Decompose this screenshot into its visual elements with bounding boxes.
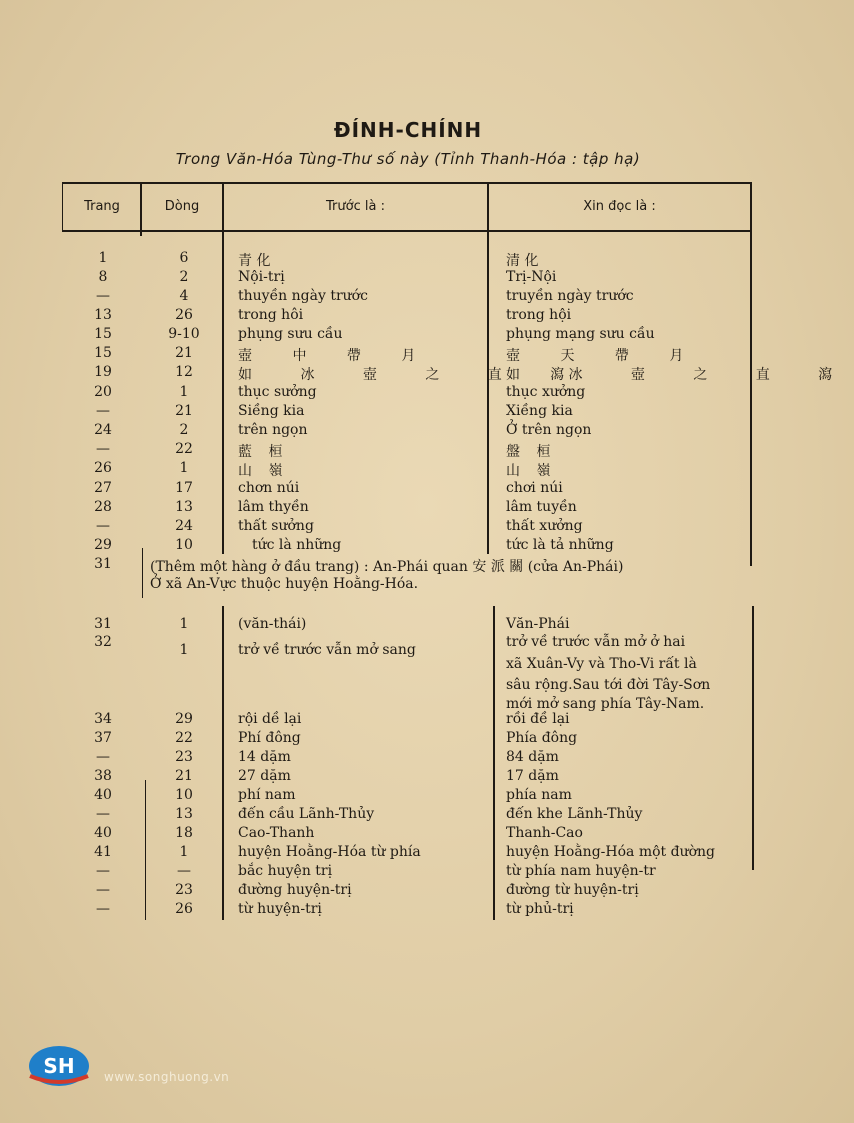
cell-trang: 28 [94,499,112,515]
cell-xin: Thanh-Cao [506,825,583,841]
note-line-2: Ở xã An-Vực thuộc huyện Hoằng-Hóa. [150,576,419,592]
header-trang: Trang [84,199,120,214]
table-row [0,730,816,749]
cell-xin: phụng mạng sưu cầu [506,326,655,342]
table-row [0,345,816,364]
cell-xin: thục xưởng [506,384,586,400]
cell-truoc: Cao-Thanh [238,825,315,841]
cell-trang: 40 [94,787,112,803]
cell-xin: huyện Hoằng-Hóa một đường [506,844,715,860]
cell-truoc: từ huyện-trị [238,901,322,917]
cell-xin: từ phủ-trị [506,901,574,917]
table-row-cont [0,677,816,696]
cell-trang: 19 [94,364,112,380]
cell-truoc: 27 dặm [238,768,291,784]
cell-xin: 84 dặm [506,749,559,765]
cell-trang: 24 [94,422,112,438]
cell-dong: 23 [175,749,193,765]
cell-dong: 1 [179,384,189,400]
table-row-cont [0,634,816,653]
cell-trang: 15 [94,345,112,361]
cell-dong: 18 [175,825,193,841]
cell-truoc: huyện Hoằng-Hóa từ phía [238,844,421,860]
cell-truoc: Siềng kia [238,403,305,419]
cell-truoc: thuyền ngày trước [238,288,368,304]
cell-dong: 10 [175,787,193,803]
header-dong: Dòng [164,199,200,214]
cell-xin: Ở trên ngọn [506,422,592,438]
cell-dong: 10 [175,537,193,553]
cell-trang: — [96,863,110,879]
table-row [0,711,816,730]
cell-trang: 20 [94,384,112,400]
cell-xin: phía nam [506,787,572,803]
table-row [0,787,816,806]
cell-dong: 17 [175,480,193,496]
cell-trang: 40 [94,825,112,841]
cell-dong: 23 [175,882,193,898]
cell-truoc: phụng sưu cầu [238,326,343,342]
cell-dong: 9-10 [168,326,200,342]
cell-xin: tức là tả những [506,537,614,553]
cell-xin: thất xưởng [506,518,583,534]
cell-truoc: đến cầu Lãnh-Thủy [238,806,375,822]
cell-dong: 21 [175,768,193,784]
cell-trang: — [96,882,110,898]
cell-dong: 2 [179,269,189,285]
table-row [0,384,816,403]
right-border [750,182,752,236]
page-title: ĐÍNH-CHÍNH [333,118,483,142]
cell-xin: đường từ huyện-trị [506,882,639,898]
cell-trang: 31 [94,556,112,572]
cell-truoc: 青 化 [238,253,271,269]
cell-dong: 22 [175,441,193,457]
table-row [0,422,816,441]
table-row [0,460,816,479]
cell-dong: 1 [179,642,189,658]
cell-xin: truyền ngày trước [506,288,634,304]
table-row [0,441,816,460]
cell-xin: 清 化 [506,253,539,269]
table-row [0,806,816,825]
songhuong-logo [24,1040,94,1090]
cell-xin: mới mở sang phía Tây-Nam. [506,696,705,712]
table-row [0,537,816,556]
cell-truoc: Phí đông [238,730,301,746]
table-row [0,499,816,518]
table-row [0,825,816,844]
table-row [0,250,816,269]
cell-trang: 32 [94,634,112,650]
cell-xin: 17 dặm [506,768,559,784]
cell-dong: — [177,863,191,879]
cell-truoc: bắc huyện trị [238,863,333,879]
cell-dong: 6 [179,250,189,266]
cell-xin: 山 嶺 [506,463,557,479]
table-row [0,518,816,537]
table-row [0,307,816,326]
cell-xin: 如 冰 壺 之 直 瀉 [506,367,854,383]
cell-truoc: trong hôi [238,307,304,323]
table-row [0,844,816,863]
cell-trang: 29 [94,537,112,553]
cell-xin: Phía đông [506,730,578,746]
cell-truoc: thất sưởng [238,518,314,534]
cell-trang: 27 [94,480,112,496]
cell-truoc: 山 嶺 [238,463,289,479]
cell-trang: — [96,441,110,457]
cell-xin: từ phía nam huyện-tr [506,863,656,879]
table-row [0,480,816,499]
cell-xin: đến khe Lãnh-Thủy [506,806,643,822]
cell-trang: 41 [94,844,112,860]
cell-trang: 8 [98,269,108,285]
cell-truoc: chơn núi [238,480,300,496]
cell-truoc: rội dề lại [238,711,302,727]
cell-xin: trở về trước vẫn mở ở hai [506,634,686,650]
website-watermark: www.songhuong.vn [104,1070,230,1084]
cell-dong: 1 [179,844,189,860]
cell-trang: 34 [94,711,112,727]
cell-trang: 26 [94,460,112,476]
cell-xin: Trị-Nội [506,269,557,285]
table-row [0,863,816,882]
table-row-cont [0,656,816,675]
cell-truoc: 藍 桓 [238,444,289,460]
cell-trang: 38 [94,768,112,784]
cell-dong: 12 [175,364,193,380]
table-row [0,901,816,920]
cell-dong: 29 [175,711,193,727]
table-row [0,403,816,422]
cell-dong: 13 [175,806,193,822]
cell-xin: rồi đề lại [506,711,570,727]
header-bottom-rule [62,230,752,232]
cell-dong: 2 [179,422,189,438]
cell-trang: — [96,749,110,765]
cell-dong: 26 [175,901,193,917]
cell-xin: trong hội [506,307,572,323]
cell-truoc: trở về trước vẫn mở sang [238,642,416,658]
table-row [0,616,816,635]
cell-trang: — [96,518,110,534]
cell-dong: 1 [179,460,189,476]
cell-trang: — [96,806,110,822]
cell-dong: 1 [179,616,189,632]
cell-trang: 37 [94,730,112,746]
cell-xin: 壺 天 帶 月 [506,348,702,364]
cell-truoc: 14 dặm [238,749,291,765]
cell-dong: 13 [175,499,193,515]
cell-xin: 盤 桓 [506,444,557,460]
cell-truoc: thục sưởng [238,384,317,400]
logo-letters: SH [43,1054,75,1078]
cell-xin: Văn-Phái [506,616,570,632]
cell-dong: 22 [175,730,193,746]
cell-dong: 26 [175,307,193,323]
table-top-rule [62,182,752,184]
cell-trang: — [96,901,110,917]
cell-truoc: 如 冰 壺 之 直 瀉 [238,367,587,383]
cell-trang: — [96,403,110,419]
cell-trang: — [96,288,110,304]
cell-truoc: 壺 中 帶 月 [238,348,434,364]
cell-xin: chơi núi [506,480,563,496]
table-row [0,882,816,901]
cell-trang: 31 [94,616,112,632]
cell-truoc: phí nam [238,787,296,803]
cell-xin: lâm tuyền [506,499,577,515]
cell-xin: Xiềng kia [506,403,573,419]
table-row [0,288,816,307]
cell-truoc: trên ngọn [238,422,308,438]
cell-xin: xã Xuân-Vy và Tho-Vi rất là [506,656,697,672]
cell-truoc: Nội-trị [238,269,285,285]
cell-truoc: tức là những [252,537,342,553]
cell-truoc: lâm thyền [238,499,309,515]
cell-dong: 21 [175,403,193,419]
table-row [0,749,816,768]
header-truoc: Trước là : [326,199,385,214]
cell-xin: sâu rộng.Sau tới đời Tây-Sơn [506,677,711,693]
page-subtitle: Trong Văn-Hóa Tùng-Thư số này (Tỉnh Thanh-Hóa : tập hạ) [175,150,641,168]
table-row [0,269,816,288]
cell-dong: 21 [175,345,193,361]
table-row [0,326,816,345]
header-xin: Xin đọc là : [583,199,656,214]
table-row [0,364,854,383]
cell-trang: 1 [98,250,108,266]
cell-truoc: (văn-thái) [238,616,307,632]
cell-trang: 15 [94,326,112,342]
note-line-1: (Thêm một hàng ở đầu trang) : An-Phái quan 安 派 關 (cửa An-Phái) [150,559,624,575]
cell-dong: 24 [175,518,193,534]
cell-trang: 13 [94,307,112,323]
table-row [0,768,816,787]
cell-dong: 4 [179,288,189,304]
cell-truoc: đường huyện-trị [238,882,352,898]
